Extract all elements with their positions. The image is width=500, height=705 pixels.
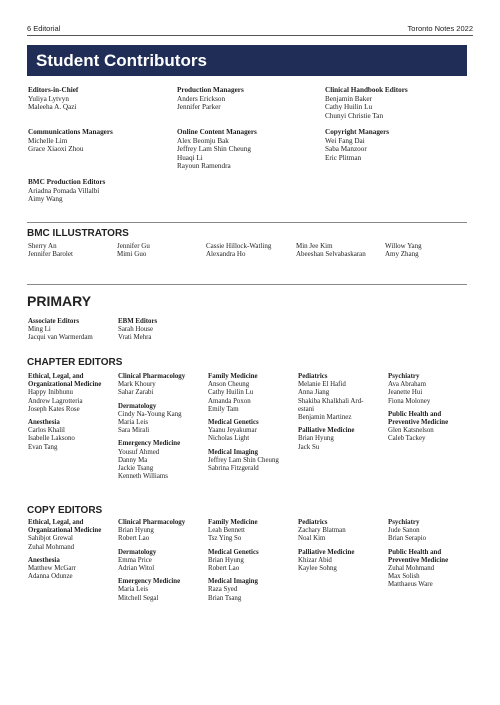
editor-name: Robert Lao [208,565,240,573]
contributor-name: Rayoun Ramendra [177,162,231,171]
section-banner: Student Contributors [27,45,467,76]
illustrator-name: Jennifer Gu [117,242,150,250]
chapter-editors-column [388,373,472,444]
chapter-editors-heading: CHAPTER EDITORS [27,357,123,368]
editor-name: Robert Lao [118,535,150,543]
specialty-title: Psychiatry [388,373,420,380]
editor-name: Emma Price [118,556,152,564]
specialty-title: Medical Imaging [208,578,258,586]
illustrator-name: Mimi Guo [117,250,147,259]
specialty-title: Family Medicine [208,373,258,380]
specialty-title: Ethical, Legal, and Organizational Medicine [28,519,102,535]
specialty-title: Dermatology [118,548,157,556]
illustrator-name: Willow Yang [385,242,422,250]
illustrator-name: Jennifer Barolet [28,250,73,259]
editor-name: Ava Abraham [388,381,426,389]
editor-name: Matthew McGarr [28,565,77,573]
contributor-name: Benjamin Baker [325,94,372,103]
contributor-group [177,86,244,112]
illustrator-name: Amy Zhang [385,250,419,259]
editor-name: Jackie Tsang [118,465,154,473]
chapter-editors-column [28,373,112,452]
editor-name: Yousuf Ahmed [118,448,160,456]
editor-name: Ming Li [28,326,51,334]
contributor-name: Eric Plitman [325,153,362,162]
contributor-name: Chunyi Christie Tan [325,111,384,120]
contributor-name: Michelle Lim [28,136,68,145]
group-title: BMC Production Editors [28,178,106,186]
copy-editors-column [118,519,204,603]
editor-name: Anson Cheung [208,381,250,389]
contributor-group [325,128,389,162]
illustrator-column [28,242,73,259]
editor-name: Noal Kim [298,535,326,543]
specialty-title: Palliative Medicine [298,548,355,556]
editor-name: Brian Hyung [298,435,334,443]
specialty-title: Palliative Medicine [298,427,355,435]
editor-name: Andrew Lagrotteria [28,397,83,405]
specialty-title: Public Health and Preventive Medicine [388,410,449,427]
chapter-editors-column [118,373,204,481]
contributor-name: Huaqi Li [177,153,203,162]
specialty-title: Pediatrics [298,373,328,380]
editor-name: Melanie El Hafid [298,381,346,389]
primary-group [28,318,93,343]
header-rule [27,35,473,36]
illustrator-column [296,242,366,259]
contributor-name: Maleeha A. Qazi [28,103,77,112]
group-title: Online Content Managers [177,128,257,136]
illustrator-name: Abeeshan Selvabaskaran [296,250,366,259]
editor-name: Mitchell Segal [118,594,159,602]
editor-name: Sara Mirali [118,427,150,435]
editor-name: Cathy Huilin Lu [208,389,254,397]
contributor-name: Jeffrey Lam Shin Cheung [177,145,251,154]
editor-name: Vrati Mehra [118,334,152,342]
editor-name: Zuhal Mohmand [388,565,435,573]
specialty-title: Ethical, Legal, and Organizational Medicine [28,373,102,389]
editor-name: Happy Inibhunu [28,389,73,397]
group-title: Editors-in-Chief [28,86,79,94]
section-divider [27,222,467,223]
contributor-name: Jennifer Parker [177,103,221,112]
editor-name: Anna Jiang [298,389,330,397]
chapter-editors-column [298,373,382,452]
specialty-title: Medical Imaging [208,448,258,456]
group-title: Copyright Managers [325,128,390,136]
contributor-group [325,86,408,120]
editor-name: Raza Syed [208,586,238,594]
editor-name: estani [298,405,315,413]
contributor-name: Alex Beomju Bak [177,136,229,145]
specialty-title: Clinical Pharmacology [118,519,186,526]
editor-name: Brian Tsang [208,594,242,602]
editor-name: Brian Hyung [118,527,154,535]
editor-name: Zuhal Mohmand [28,543,75,551]
editor-name: Jack Su [298,443,320,451]
book-title: Toronto Notes 2022 [407,24,473,33]
illustrators-heading: BMC ILLUSTRATORS [27,228,129,239]
section-divider [27,284,467,285]
editor-name: Brian Hyung [208,556,244,564]
contributor-name: Saba Manzoor [325,145,367,154]
illustrator-column [206,242,271,259]
editor-name: Jude Sanon [388,527,420,535]
editor-name: Adanna Odunze [28,573,73,581]
editor-name: Glen Katsnelson [388,427,434,435]
group-title: Associate Editors [28,318,80,325]
editor-name: Sahibjot Grewal [28,535,73,543]
editor-name: Maria Leis [118,586,149,594]
editor-name: Sabrina Fitzgerald [208,465,259,473]
specialty-title: Pediatrics [298,519,328,526]
specialty-title: Public Health and Preventive Medicine [388,548,449,564]
editor-name: Danny Ma [118,456,148,464]
copy-editors-column [208,519,294,603]
editor-name: Fiona Moloney [388,397,431,405]
editor-name: Amanda Poxon [208,397,251,405]
contributor-name: Ariadna Pomada Villalbí [28,186,100,195]
copy-editors-column [298,519,382,573]
editor-name: Shakiba Khalkhali Ard- [298,397,364,405]
editor-name: Kaylee Sohng [298,565,337,573]
page-number-section: 6 Editorial [27,24,61,33]
specialty-title: Anesthesia [28,419,60,427]
copy-editors-column [28,519,112,581]
primary-group [118,318,157,343]
specialty-title: Medical Genetics [208,419,259,427]
contributor-group [28,128,113,154]
editor-name: Adrian Witol [118,565,155,573]
editor-name: Carlos Khalil [28,427,65,435]
editor-name: Mark Khoury [118,381,156,389]
editor-name: Jeanette Hui [388,389,423,397]
page-header [27,22,473,36]
specialty-title: Medical Genetics [208,548,259,556]
editor-name: Tsz Ying So [208,535,242,543]
editor-name: Brian Serapio [388,535,427,543]
specialty-title: Anesthesia [28,556,60,564]
specialty-title: Dermatology [118,402,157,410]
editor-name: Khizar Abid [298,556,332,564]
contributor-name: Anders Erickson [177,94,226,103]
editor-name: Maria Leis [118,419,149,427]
copy-editors-heading: COPY EDITORS [27,505,103,516]
editor-name: Joseph Kates Rose [28,405,80,413]
editor-name: Max Solish [388,573,420,581]
chapter-editors-column [208,373,294,473]
editor-name: Caleb Tackey [388,435,426,443]
contributor-name: Cathy Huilin Lu [325,103,373,112]
editor-name: Nicholas Light [208,435,250,443]
illustrator-name: Sherry An [28,242,57,250]
editor-name: Yaanu Jeyakumar [208,427,257,435]
specialty-title: Family Medicine [208,519,258,526]
editor-name: Jeffrey Lam Shin Cheung [208,456,279,464]
group-title: Clinical Handbook Editors [325,86,408,94]
editor-name: Evan Tang [28,443,58,451]
specialty-title: Psychiatry [388,519,420,526]
editor-name: Leah Bennett [208,527,245,535]
specialty-title: Emergency Medicine [118,578,181,586]
editor-name: Matthaeus Ware [388,581,433,589]
editor-name: Jacqui van Warmerdam [28,334,93,342]
contributor-group [177,128,257,171]
editor-name: Sarah House [118,326,154,334]
illustrator-name: Cassie Hillock-Watling [206,242,272,250]
contributor-group [28,86,78,112]
contributor-group [28,178,105,204]
illustrator-column [385,242,422,259]
specialty-title: Clinical Pharmacology [118,373,186,380]
editor-name: Kenneth Williams [118,473,168,481]
contributor-name: Wei Fang Dai [325,136,365,145]
editor-name: Emily Tam [208,405,239,413]
copy-editors-column [388,519,472,590]
group-title: Communications Managers [28,128,113,136]
contributor-name: Aimy Wang [28,195,63,204]
group-title: EBM Editors [118,318,158,325]
editor-name: Sahar Zarabi [118,389,154,397]
specialty-title: Emergency Medicine [118,440,181,448]
editor-name: Zachary Blatman [298,527,346,535]
contributor-name: Yuliya Lytvyn [28,94,69,103]
contributor-name: Grace Xiaoxi Zhou [28,145,84,154]
illustrator-name: Min Jee Kim [296,242,333,250]
illustrator-column [117,242,150,259]
editor-name: Benjamin Martinez [298,414,352,422]
editor-name: Isabelle Laksono [28,435,75,443]
group-title: Production Managers [177,86,244,94]
primary-heading: PRIMARY [27,293,92,309]
editor-name: Cindy Na-Young Kang [118,410,182,418]
illustrator-name: Alexandra Ho [206,250,246,259]
